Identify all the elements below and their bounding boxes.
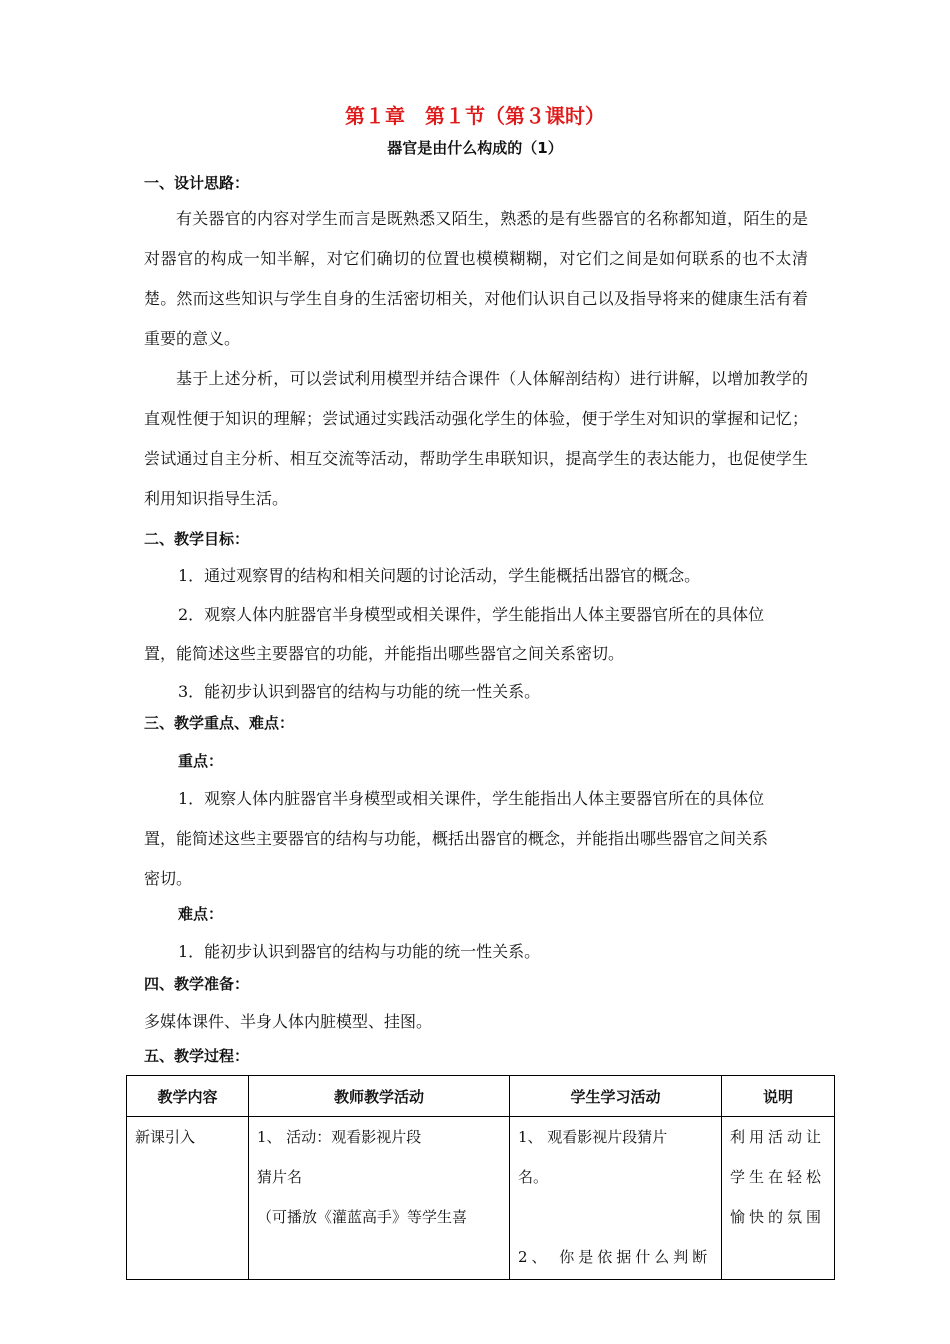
note-line-3: 愉快的氛围: [730, 1208, 826, 1226]
difficulty-label: 难点：: [178, 905, 224, 923]
page-title: 第１章 第１节（第３课时）: [345, 104, 605, 128]
key-point-line-1: 1．观察人体内脏器官半身模型或相关课件，学生能指出人体主要器官所在的具体位: [178, 789, 765, 808]
key-point-line-2: 置，能简述这些主要器官的结构与功能，概括出器官的概念，并能指出哪些器官之间关系: [144, 829, 769, 848]
preparation-text: 多媒体课件、半身人体内脏模型、挂图。: [144, 1012, 433, 1031]
note-line-2: 学生在轻松: [730, 1168, 826, 1186]
note-line-1: 利用活动让: [730, 1128, 826, 1146]
paragraph-design-2: 基于上述分析，可以尝试利用模型并结合课件（人体解剖结构）进行讲解，以增加教学的直观性便于知识的理解；尝试通过实践活动强化学生的体验，便于学生对知识的掌握和记忆；尝试通过自主分析、相互交流等活动，帮助学生串联知识，提高学生的表达能力，也促使学生利用知识指导生活。: [144, 369, 808, 508]
goal-3: 3．能初步认识到器官的结构与功能的统一性关系。: [178, 682, 541, 701]
header-student: 学生学习活动: [510, 1076, 722, 1117]
goal-2-line-1: 2．观察人体内脏器官半身模型或相关课件，学生能指出人体主要器官所在的具体位: [178, 605, 765, 624]
teacher-line-2: 猜片名: [257, 1168, 303, 1186]
cell-content-text: 新课引入: [135, 1128, 196, 1146]
teacher-line-3: （可播放《灌蓝高手》等学生喜: [257, 1208, 468, 1226]
section-heading-preparation: 四、教学准备：: [144, 975, 250, 993]
difficulty-1: 1．能初步认识到器官的结构与功能的统一性关系。: [178, 942, 541, 961]
section-heading-goals: 二、教学目标：: [144, 530, 250, 548]
key-point-line-3: 密切。: [144, 869, 193, 888]
student-line-1: 1、 观看影视片段猜片: [518, 1128, 668, 1146]
process-table: [126, 1075, 835, 1280]
section-heading-key-points: 三、教学重点、难点：: [144, 714, 295, 732]
key-point-label: 重点：: [178, 752, 224, 770]
section-heading-design: 一、设计思路：: [144, 174, 250, 192]
student-line-2: 名。: [518, 1168, 549, 1186]
goal-2-line-2: 置，能简述这些主要器官的功能，并能指出哪些器官之间关系密切。: [144, 644, 625, 663]
cell-student: [510, 1117, 722, 1280]
table-header-row: [127, 1076, 835, 1117]
page-subtitle: 器官是由什么构成的（1）: [387, 139, 563, 157]
goal-1: 1．通过观察胃的结构和相关问题的讨论活动，学生能概括出器官的概念。: [178, 566, 701, 585]
table-row: [127, 1117, 835, 1280]
cell-teacher: [249, 1117, 510, 1280]
cell-content: [127, 1117, 249, 1280]
student-line-3: [518, 1197, 713, 1237]
paragraph-design-1: 有关器官的内容对学生而言是既熟悉又陌生，熟悉的是有些器官的名称都知道，陌生的是对器官的构成一知半解，对它们确切的位置也模模糊糊，对它们之间是如何联系的也不太清楚。然而这些知识与学生自身的生活密切相关，对他们认识自己以及指导将来的健康生活有着重要的意义。: [144, 209, 808, 348]
header-teacher: 教师教学活动: [249, 1076, 510, 1117]
teacher-line-1: 1、 活动：观看影视片段: [257, 1128, 422, 1146]
student-line-4: 2、 你是依据什么判断: [518, 1248, 712, 1266]
section-heading-process: 五、教学过程：: [144, 1047, 250, 1065]
header-note: 说明: [722, 1076, 835, 1117]
cell-note: [722, 1117, 835, 1280]
header-content: 教学内容: [127, 1076, 249, 1117]
